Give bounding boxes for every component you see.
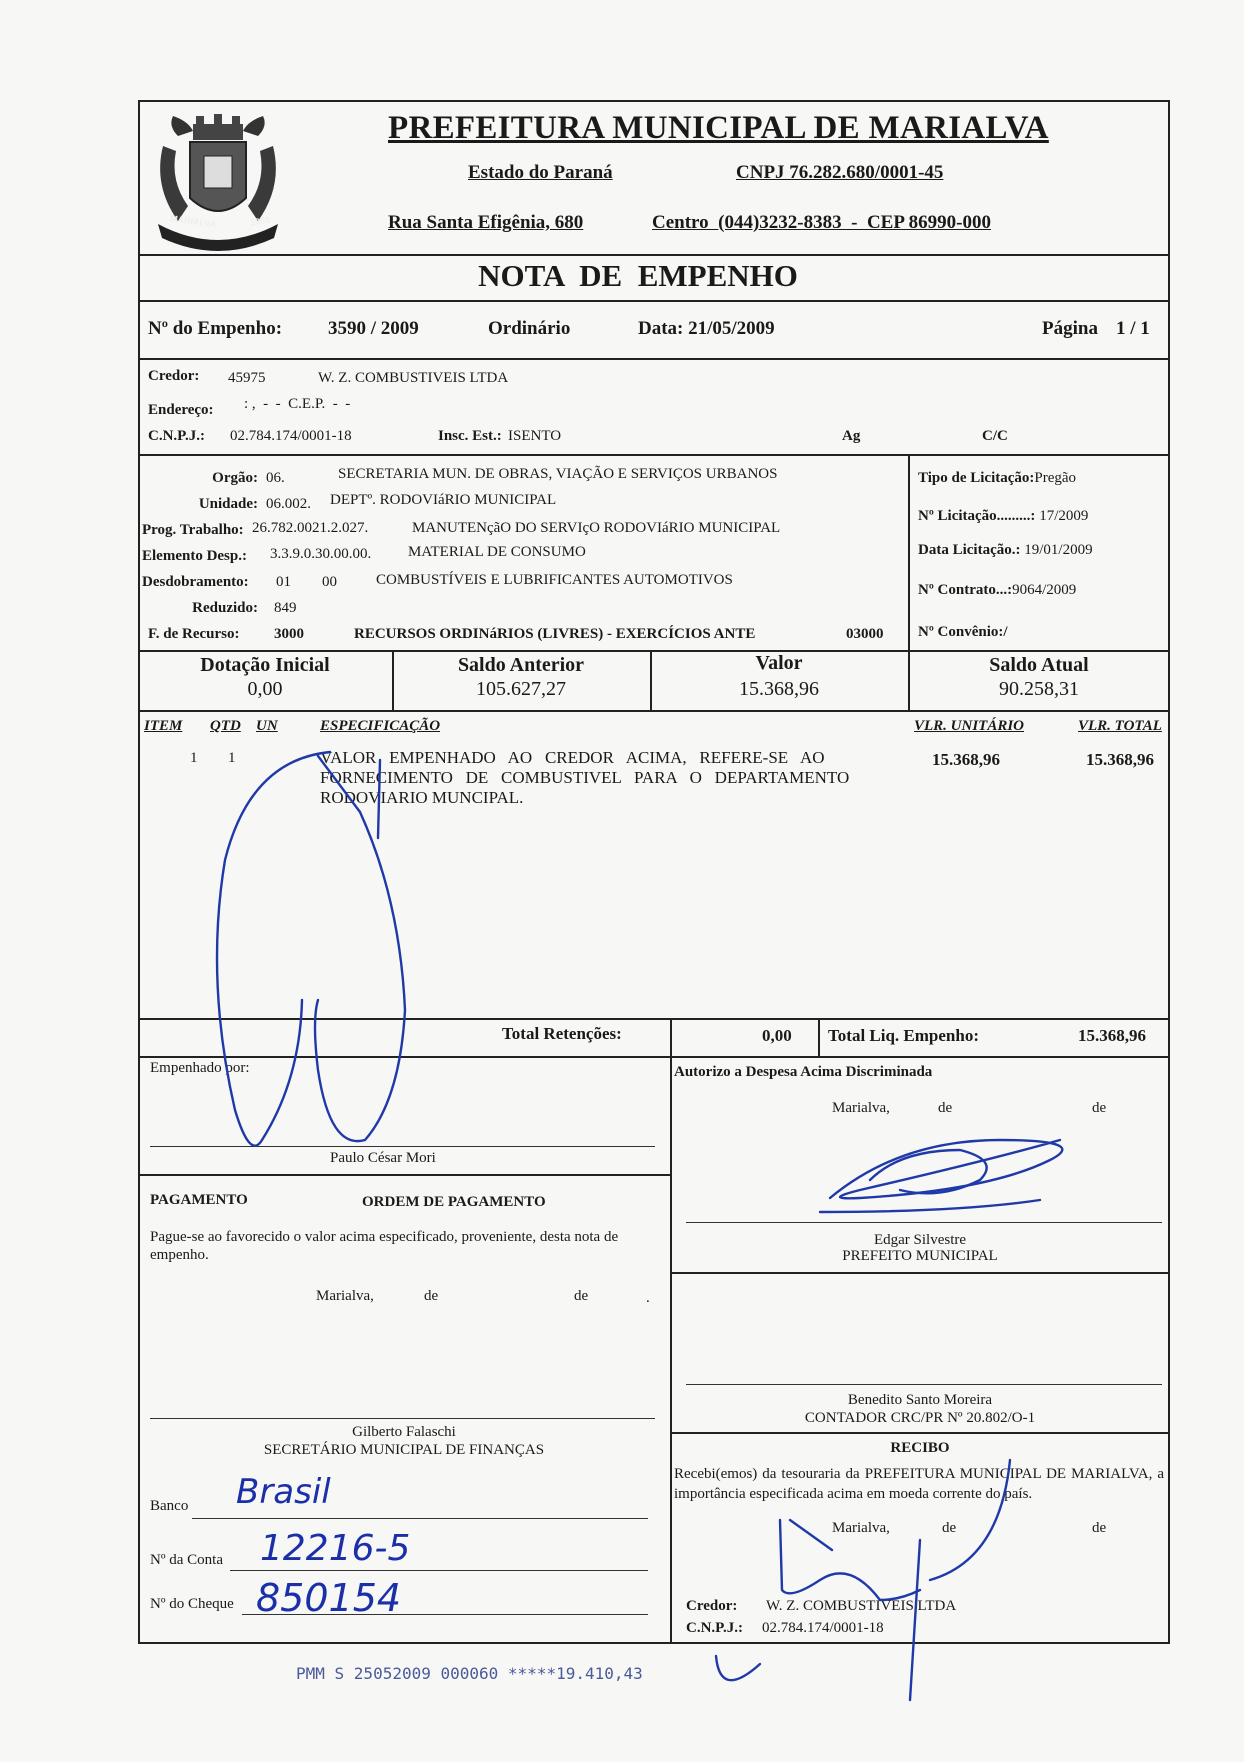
tipo-licitacao-label: Tipo de Licitação:Pregão	[918, 470, 1077, 486]
item-spec-line3: RODOVIARIO MUNCIPAL.	[320, 788, 524, 807]
saldo-anterior-label: Saldo Anterior	[457, 654, 585, 676]
credor-cnpj: 02.784.174/0001-18	[230, 428, 352, 444]
liquido-label: Total Liq. Empenho:	[828, 1026, 979, 1045]
valor-value: 15.368,96	[739, 678, 819, 700]
orgao-desc: SECRETARIA MUN. DE OBRAS, VIAÇÃO E SERVIÇOS URBANOS	[338, 466, 778, 482]
empenho-number: 3590 / 2009	[328, 318, 419, 339]
pagamento-city: Marialva,	[316, 1288, 374, 1304]
elemento-code: 3.3.9.0.30.00.00.	[270, 546, 372, 562]
pagamento-text: Pague-se ao favorecido o valor acima especificado, proveniente, desta nota de empenho.	[150, 1229, 619, 1263]
retencoes-label: Total Retenções:	[502, 1024, 622, 1043]
state-name: Estado do Paraná	[468, 162, 613, 183]
col-unit: VLR. UNITÁRIO	[914, 718, 1025, 734]
endereco-label: Endereço:	[148, 402, 214, 418]
header-address: Rua Santa Efigênia, 680	[388, 212, 584, 233]
retencoes-value: 0,00	[762, 1026, 792, 1045]
col-un: UN	[256, 718, 278, 734]
col-spec: ESPECIFICAÇÃO	[320, 718, 441, 734]
autorizo-de1: de	[938, 1100, 953, 1116]
cheque-value: 850154	[256, 1576, 402, 1620]
cnpj-label: C.N.P.J.:	[148, 428, 205, 444]
prefeito-signature	[820, 1140, 1062, 1212]
prog-desc: MANUTENçãO DO SERVIçO RODOVIáRIO MUNICIPAL	[412, 520, 781, 536]
page-title: PREFEITURA MUNICIPAL DE MARIALVA	[388, 110, 1049, 146]
desdob-label: Desdobramento:	[142, 574, 249, 590]
item-qtd: 1	[228, 750, 236, 766]
secretario-role: SECRETÁRIO MUNICIPAL DE FINANÇAS	[263, 1442, 545, 1458]
banco-value: Brasil	[236, 1472, 331, 1512]
insc-label: Insc. Est.:	[438, 428, 502, 444]
orgao-code: 06.	[266, 470, 285, 486]
desdob-b: 00	[322, 574, 337, 590]
contador-name: Benedito Santo Moreira	[847, 1392, 993, 1408]
credor-name: W. Z. COMBUSTIVEIS LTDA	[318, 370, 509, 386]
data-licitacao-label: Data Licitação.: 19/01/2009	[918, 542, 1093, 558]
recibo-signature	[716, 1460, 1010, 1700]
contador-role: CONTADOR CRC/PR Nº 20.802/O-1	[804, 1410, 1036, 1426]
col-total: VLR. TOTAL	[1078, 718, 1162, 734]
ordem-label: ORDEM DE PAGAMENTO	[362, 1194, 546, 1210]
endereco-value: : , - - C.E.P. - -	[244, 396, 351, 412]
cheque-label: Nº do Cheque	[150, 1596, 234, 1612]
empenhado-name: Paulo César Mori	[330, 1150, 436, 1166]
convenio-label: Nº Convênio:/	[918, 624, 1008, 640]
recurso-desc: RECURSOS ORDINáRIOS (LIVRES) - EXERCÍCIOS ANTE	[354, 626, 756, 642]
item-total-value: 15.368,96	[1086, 750, 1154, 769]
conta-label: Nº da Conta	[150, 1552, 223, 1568]
saldo-atual-value: 90.258,31	[999, 678, 1079, 700]
doc-title: NOTA DE EMPENHO	[478, 258, 798, 293]
payment-stamp: PMM S 25052009 000060 *****19.410,43	[296, 1664, 643, 1683]
insc-value: ISENTO	[508, 428, 562, 444]
liquido-value: 15.368,96	[1078, 1026, 1146, 1045]
recibo-credor-label: Credor:	[686, 1598, 738, 1614]
banco-label: Banco	[150, 1498, 189, 1514]
pagamento-de1: de	[424, 1288, 439, 1304]
recurso-code: 3000	[274, 626, 304, 642]
item-number: 1	[190, 750, 198, 766]
prefeito-role: PREFEITO MUNICIPAL	[842, 1248, 998, 1264]
saldo-atual-label: Saldo Atual	[989, 654, 1089, 676]
header-cnpj: CNPJ 76.282.680/0001-45	[736, 162, 944, 183]
elemento-label: Elemento Desp.:	[142, 548, 247, 564]
autorizo-label: Autorizo a Despesa Acima Discriminada	[674, 1064, 933, 1080]
paraph-signature	[217, 752, 405, 1146]
desdob-desc: COMBUSTÍVEIS E LUBRIFICANTES AUTOMOTIVOS	[376, 572, 733, 588]
autorizo-city: Marialva,	[832, 1100, 890, 1116]
secretario-name: Gilberto Falaschi	[352, 1424, 456, 1440]
unidade-label: Unidade:	[198, 496, 258, 512]
conta-value: 12216-5	[260, 1528, 411, 1569]
numero-licitacao: 17/2009	[1039, 508, 1089, 524]
cc-label: C/C	[982, 428, 1008, 444]
header-contact: Centro (044)3232-8383 - CEP 86990-000	[652, 212, 991, 233]
crest-text: MARIALVA	[169, 213, 217, 230]
pagamento-label: PAGAMENTO	[150, 1192, 248, 1208]
empenhado-label: Empenhado por:	[150, 1060, 250, 1076]
contrato-label: Nº Contrato...:9064/2009	[918, 582, 1077, 598]
col-item: ITEM	[144, 718, 183, 734]
item-spec-line1: VALOR EMPENHADO AO CREDOR ACIMA, REFERE-SE AO	[320, 748, 825, 767]
credor-label: Credor:	[148, 368, 200, 384]
unidade-desc: DEPTº. RODOVIáRIO MUNICIPAL	[330, 492, 557, 508]
orgao-label: Orgão:	[212, 470, 258, 486]
recurso-label: F. de Recurso:	[148, 626, 240, 642]
recibo-city: Marialva,	[832, 1520, 890, 1536]
ag-label: Ag	[842, 428, 861, 444]
item-unit-value: 15.368,96	[932, 750, 1000, 769]
reduzido-label: Reduzido:	[192, 600, 258, 616]
prefeito-name: Edgar Silvestre	[873, 1232, 967, 1248]
tipo-licitacao: Pregão	[1034, 470, 1077, 486]
pagamento-dot: .	[646, 1290, 650, 1306]
saldo-anterior-value: 105.627,27	[476, 678, 566, 700]
reduzido-value: 849	[274, 600, 297, 616]
page-label: Página	[1042, 318, 1098, 339]
recurso-code2: 03000	[846, 626, 884, 642]
prog-label: Prog. Trabalho:	[142, 522, 244, 538]
elemento-desc: MATERIAL DE CONSUMO	[408, 544, 586, 560]
col-qtd: QTD	[210, 718, 241, 734]
autorizo-de2: de	[1092, 1100, 1107, 1116]
contrato-number: 9064/2009	[1012, 582, 1077, 598]
recibo-cnpj-label: C.N.P.J.:	[686, 1620, 743, 1636]
desdob-a: 01	[276, 574, 291, 590]
recibo-credor: W. Z. COMBUSTIVEIS LTDA	[766, 1598, 957, 1614]
unidade-code: 06.002.	[266, 496, 311, 512]
pagamento-de2: de	[574, 1288, 589, 1304]
recibo-cnpj: 02.784.174/0001-18	[762, 1620, 884, 1636]
empenho-label: Nº do Empenho:	[148, 318, 283, 339]
dotacao-inicial-value: 0,00	[247, 678, 283, 700]
empenho-date: Data: 21/05/2009	[638, 318, 775, 339]
recibo-title: RECIBO	[890, 1440, 950, 1456]
recibo-text: Recebi(emos) da tesouraria da PREFEITURA MUNICIPAL DE MARIALVA, a importância especificada acima em moeda corrente do país.	[674, 1466, 1164, 1502]
empenho-type: Ordinário	[488, 318, 571, 339]
numero-licitacao-label: Nº Licitação.........: 17/2009	[918, 508, 1089, 524]
page-number: 1 / 1	[1116, 318, 1150, 339]
prog-code: 26.782.0021.2.027.	[252, 520, 369, 536]
valor-label: Valor	[755, 652, 803, 674]
data-licitacao: 19/01/2009	[1024, 542, 1093, 558]
recibo-de2: de	[1092, 1520, 1107, 1536]
recibo-de1: de	[942, 1520, 957, 1536]
dotacao-inicial-label: Dotação Inicial	[200, 654, 330, 676]
item-spec-line2: FORNECIMENTO DE COMBUSTIVEL PARA O DEPARTAMENTO	[320, 768, 850, 787]
crest-year: 1951	[249, 214, 271, 228]
credor-code: 45975	[228, 370, 266, 386]
